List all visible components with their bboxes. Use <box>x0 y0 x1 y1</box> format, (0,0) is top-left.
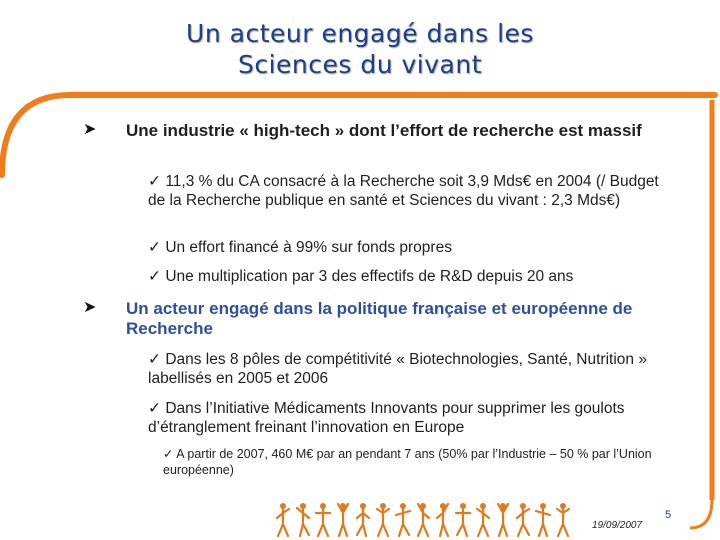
page-number: 5 <box>665 509 672 521</box>
section-1-item-1 <box>148 172 678 210</box>
checkmark-icon: ✓ <box>148 239 161 256</box>
checkmark-icon: ✓ <box>148 351 161 368</box>
footer-date: 19/09/2007 <box>592 520 643 531</box>
human-figures-frieze-icon <box>275 500 575 540</box>
item-text: Dans l’Initiative Médicaments Innovants pour supprimer les goulots d’étranglement freinant l’innovation en Europe <box>148 400 625 436</box>
checkmark-icon: ✓ <box>148 268 161 285</box>
arrowhead-bullet-icon: ➤ <box>83 299 97 316</box>
arrowhead-bullet-icon: ➤ <box>83 121 97 138</box>
item-text: Dans les 8 pôles de compétitivité « Biotechnologies, Santé, Nutrition » labellisés en 2005 et 2006 <box>148 351 647 387</box>
title-line-2: Sciences du vivant <box>237 50 483 79</box>
item-text: 11,3 % du CA consacré à la Recherche soit 3,9 Mds€ en 2004 (/ Budget de la Recherche publique en santé et Sciences du vivant : 2,3 Mds€) <box>148 173 659 209</box>
section-2-item-2 <box>148 399 678 437</box>
item-text: Une multiplication par 3 des effectifs de R&D depuis 20 ans <box>165 268 574 285</box>
section-2-item-3 <box>163 446 663 478</box>
section-2-heading: Un acteur engagé dans la politique française et européenne de Recherche <box>126 299 633 338</box>
section-2-item-1 <box>148 350 678 388</box>
title-line-1: Un acteur engagé dans les <box>186 19 534 48</box>
item-text: Un effort financé à 99% sur fonds propres <box>165 239 452 256</box>
checkmark-icon: ✓ <box>148 400 161 417</box>
section-1-heading: Une industrie « high-tech » dont l’effort de recherche est massif <box>126 121 642 140</box>
section-1-item-3 <box>148 267 678 286</box>
item-text: A partir de 2007, 460 M€ par an pendant 7 ans (50% par l’Industrie – 50 % par l’Union européenne) <box>163 447 652 477</box>
checkmark-icon: ✓ <box>163 447 174 461</box>
checkmark-icon: ✓ <box>148 173 161 190</box>
slide-title <box>0 18 720 80</box>
section-1-item-2 <box>148 238 678 257</box>
